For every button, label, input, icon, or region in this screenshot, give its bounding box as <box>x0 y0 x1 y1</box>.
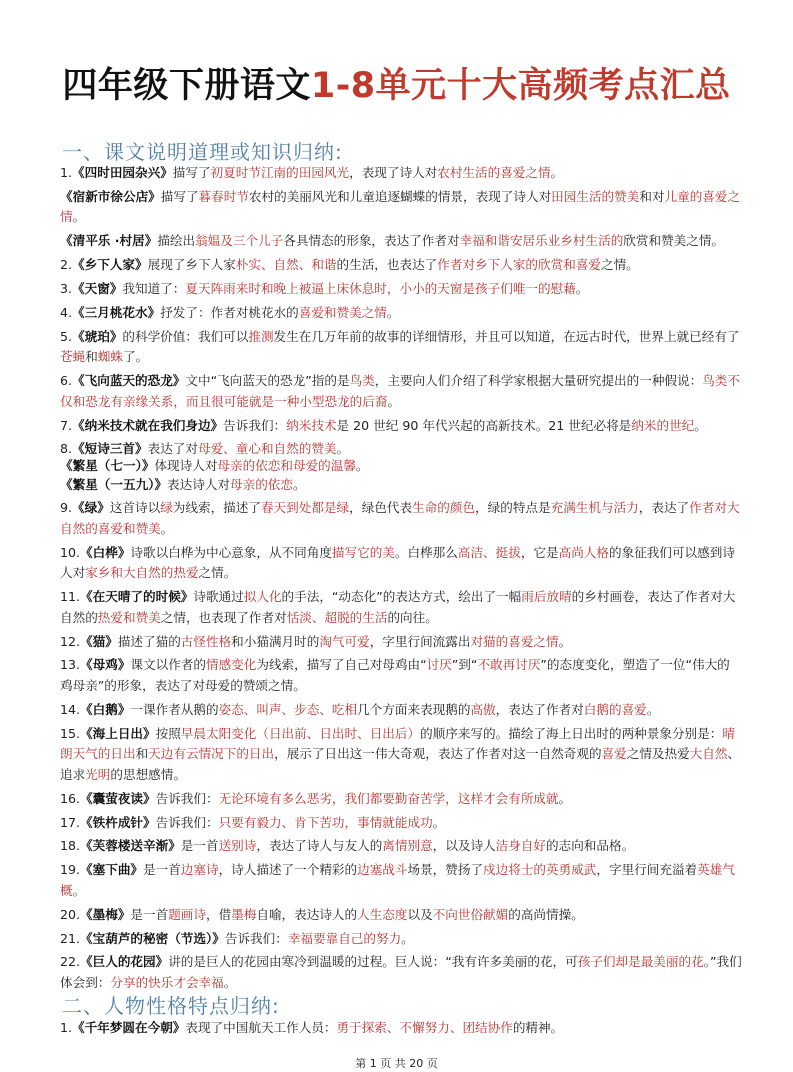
lesson-title: 《纳米技术就在我们身边》 <box>72 417 224 433</box>
body-text: 和小猫满月时的 <box>231 633 320 649</box>
body-text: 告诉我们： <box>224 930 288 946</box>
key-point-text: 洁身自好 <box>495 838 546 854</box>
body-text: 和对 <box>639 188 665 204</box>
key-point-text: 讨厌 <box>426 657 452 673</box>
body-text: 20. <box>60 906 81 922</box>
key-point-text: 苍蝇 <box>60 349 86 365</box>
body-text: 告诉我们： <box>223 417 287 433</box>
body-text: 之情。 <box>600 257 639 273</box>
key-point-text: 勇于探索、不懈努力、团结协作 <box>336 1020 513 1035</box>
key-point-text: 白鹅的喜爱 <box>583 701 647 717</box>
list-item <box>60 279 742 300</box>
list-item <box>60 498 742 539</box>
key-point-text: 情感变化 <box>205 657 257 673</box>
body-text: 的高尚情操。 <box>508 906 584 922</box>
key-point-text: 热爱和赞美 <box>97 609 161 625</box>
body-text: 。 <box>72 209 86 225</box>
body-text: 我知道了： <box>122 281 186 297</box>
body-text: 22. <box>60 954 81 970</box>
body-text: ，借 <box>205 906 232 922</box>
lesson-title: 《琥珀》 <box>72 328 123 344</box>
key-point-text: 只要有毅力、肯下苦功，事情就能成功 <box>218 814 433 830</box>
body-text: ，字里行间充溢着 <box>596 862 698 878</box>
key-point-text: 大自然 <box>689 746 728 762</box>
body-text: 的科学价值：我们可以 <box>122 328 249 344</box>
key-point-text: 送别诗 <box>218 838 257 854</box>
body-text: 是一首 <box>130 906 169 922</box>
body-text: 15. <box>60 725 81 741</box>
list-item <box>60 440 742 458</box>
body-text: 。 <box>386 304 400 320</box>
list-item <box>60 587 742 628</box>
key-point-text: 朴实、自然、和谐 <box>235 257 337 273</box>
list-item <box>60 813 742 834</box>
body-text: 的顺序来写的。描绘了海上日出时的两种景象分别是： <box>420 725 723 741</box>
body-text: 8. <box>60 440 73 456</box>
key-point-text: 儿童的喜爱之情 <box>60 188 741 225</box>
key-point-text: 蜘蛛 <box>97 349 123 365</box>
key-point-text: 母亲的依恋和母爱的温馨 <box>217 458 356 474</box>
body-text: 自喻，表达诗人的 <box>256 906 358 922</box>
key-point-text: 天边有云情况下的日出 <box>148 746 275 762</box>
lesson-title: 《天窗》 <box>72 281 123 297</box>
body-text: 2. <box>60 257 73 273</box>
list-item <box>60 475 742 496</box>
body-text: 。 <box>432 814 446 830</box>
key-point-text: 淘气可爱 <box>319 633 370 649</box>
body-text: 之情。 <box>198 565 237 581</box>
key-point-text: 拟人化 <box>243 589 282 605</box>
key-point-text: 暮春时节 <box>198 188 249 204</box>
lesson-title: 《猫》 <box>80 633 118 649</box>
body-text: 。 <box>292 476 306 492</box>
body-text: 的象征我们可以感到诗人对 <box>60 544 735 581</box>
body-text: ，表达了作者对 <box>495 701 584 717</box>
body-text: 。 <box>387 393 401 409</box>
key-point-text: 鸟类不仅和恐龙有亲缘关系，而且很可能就是一种小型恐龙的后裔 <box>60 373 740 409</box>
key-point-text: 母爱、童心和自然的赞美 <box>197 440 337 456</box>
body-text: 10. <box>60 544 81 560</box>
key-point-text: 光明 <box>85 766 111 782</box>
section-heading-2: 二、人物性格特点归纳: <box>62 994 280 1018</box>
lesson-title: 《海上日出》 <box>80 725 156 741</box>
lesson-title: 《铁杵成针》 <box>80 814 156 830</box>
lesson-title: 《墨梅》 <box>80 906 131 922</box>
body-text: 。 <box>646 701 660 717</box>
lesson-title: 《清平乐 ·村居》 <box>60 233 158 249</box>
key-point-text: 离情别意 <box>382 838 433 854</box>
knowledge-list <box>60 163 742 997</box>
page-title <box>0 58 793 108</box>
lesson-title: 《繁星（一五九）》 <box>60 476 168 492</box>
lesson-title: 《绿》 <box>72 500 110 516</box>
list-item <box>60 416 742 437</box>
body-text: 描写了 <box>160 188 199 204</box>
key-point-text: 不敢再讨厌 <box>477 657 541 673</box>
key-point-text: 作者对大自然的喜爱和赞美 <box>60 500 740 536</box>
body-text: 。 <box>223 974 237 990</box>
key-point-text: 纳米的世纪 <box>631 417 695 433</box>
key-point-text: 英雄气概 <box>60 862 735 898</box>
body-text: 了。 <box>122 349 149 365</box>
body-text: 课文以作者的 <box>130 657 206 673</box>
body-text: 。 <box>401 930 414 946</box>
key-point-text: 高洁、挺拔 <box>457 544 521 560</box>
list-item <box>60 905 742 926</box>
body-text: 4. <box>60 304 73 320</box>
title-red-part: 1-8单元十大高频考点汇总 <box>310 66 731 106</box>
body-text: 。”我们体会到： <box>60 954 742 990</box>
body-text: 。 <box>160 520 174 536</box>
key-point-text: 描写它的美 <box>331 544 395 560</box>
key-point-text: 边塞诗 <box>180 862 219 878</box>
body-text: ，诗人描述了一个精彩的 <box>218 862 358 878</box>
list-item <box>60 952 742 993</box>
list-item <box>60 724 742 786</box>
body-text: 这首诗以 <box>109 500 161 516</box>
list-item <box>60 163 742 184</box>
body-text: ，绿色代表 <box>349 500 413 516</box>
lesson-title: 《在天晴了的时候》 <box>80 589 194 605</box>
body-text: 。 <box>694 417 707 433</box>
key-point-text: 雨后放晴 <box>521 589 572 605</box>
body-text: 3. <box>60 281 73 297</box>
body-text: ，表达了诗人与友人的 <box>256 838 383 854</box>
body-text: 农村的美丽风光和儿童追逐蝴蝶的情景，表现了诗人对 <box>248 188 552 204</box>
body-text: 是一首 <box>143 862 181 878</box>
lesson-title: 《宿新市徐公店》 <box>60 188 161 204</box>
list-item <box>60 836 742 857</box>
list-item <box>60 632 742 653</box>
body-text: 展现了乡下人家 <box>147 257 236 273</box>
lesson-title: 《白桦》 <box>80 544 131 560</box>
list-item <box>60 543 742 584</box>
lesson-title: 《乡下人家》 <box>72 257 148 273</box>
body-text: 的生活，也表达了 <box>336 257 438 273</box>
body-text: 。 <box>550 165 564 180</box>
lesson-title: 《宝葫芦的秘密（节选）》 <box>80 930 225 946</box>
key-point-text: 边塞战斗 <box>357 862 408 878</box>
body-text: 之情及热爱 <box>626 746 690 762</box>
lesson-title: 《四时田园杂兴》 <box>72 165 173 180</box>
body-text: 和 <box>85 349 98 365</box>
body-text: 5. <box>60 328 73 344</box>
body-text: 各具情态的形象，表达了作者对 <box>283 233 460 249</box>
title-black-part: 四年级下册语文 <box>62 66 311 106</box>
key-point-text: 春天到处都是绿 <box>260 500 350 516</box>
lesson-title: 《囊萤夜读》 <box>80 790 156 806</box>
body-text: 告诉我们： <box>155 790 219 806</box>
list-item <box>60 789 742 810</box>
body-text: 。白桦那么 <box>394 544 458 560</box>
key-point-text: 墨梅 <box>231 906 257 922</box>
lesson-title: 《千年梦圆在今朝》 <box>72 1020 186 1035</box>
key-point-text: 不向世俗献媚 <box>432 906 509 922</box>
list-item <box>60 327 742 368</box>
body-text: 按照 <box>155 725 181 741</box>
lesson-title: 《芙蓉楼送辛渐》 <box>80 838 181 854</box>
key-point-text: 幸福要靠自己的努力 <box>287 930 402 946</box>
key-point-text: 姿态、叫声、步态、吃相 <box>218 701 358 717</box>
list-item <box>60 860 742 901</box>
key-point-text: 幸福和谐安居乐业乡村生活的 <box>459 233 624 249</box>
body-text: 体现诗人对 <box>154 458 218 474</box>
lesson-title: 《三月桃花水》 <box>72 304 161 320</box>
body-text: 14. <box>60 701 81 717</box>
section-heading-1: 一、课文说明道理或知识归纳: <box>62 140 343 164</box>
key-point-text: 恬淡、超脱的生活 <box>286 609 388 625</box>
body-text: 16. <box>60 790 81 806</box>
lesson-title: 《母鸡》 <box>80 657 131 673</box>
key-point-text: 高傲 <box>470 701 496 717</box>
key-point-text: 纳米技术 <box>286 417 337 433</box>
body-text: 发生在几万年前的故事的详细情形，并且可以知道，在远古时代，世界上就已经有了 <box>273 328 740 344</box>
body-text: 12. <box>60 633 81 649</box>
key-point-text: 初夏时节江南的田园风光 <box>210 165 350 180</box>
body-text: 告诉我们： <box>155 814 219 830</box>
body-text: 的志向和品格。 <box>546 838 635 854</box>
body-text: 1. <box>60 165 73 180</box>
body-text: 21. <box>60 930 81 946</box>
list-item <box>60 1018 742 1039</box>
key-point-text: 古怪性格 <box>180 633 232 649</box>
key-point-text: 喜爱 <box>601 746 627 762</box>
lesson-title: 《巨人的花园》 <box>80 954 169 970</box>
lesson-title: 《塞下曲》 <box>80 862 143 878</box>
body-text: ，绿的特点是 <box>475 500 551 516</box>
body-text: ，展示了日出这一伟大奇观，表达了作者对这一自然奇观的 <box>274 746 602 762</box>
body-text: 表现了中国航天工作人员： <box>185 1020 337 1035</box>
key-point-text: 农村生活的喜爱之情 <box>437 165 551 180</box>
body-text: 描述了猫的 <box>117 633 181 649</box>
body-text: 。 <box>336 440 350 456</box>
body-text: 描写了 <box>172 165 211 180</box>
body-text: 抒发了：作者对桃花水的 <box>160 304 299 320</box>
body-text: 、追求 <box>60 746 741 782</box>
list-item <box>60 303 742 324</box>
body-text: 13. <box>60 657 81 673</box>
body-text: 。 <box>575 281 589 297</box>
key-point-text: 夏天阵雨来时和晚上被逼上床休息时，小小的天窗是孩子们唯一的慰藉 <box>185 281 576 297</box>
body-text: 几个方面来表现鹅的 <box>357 701 471 717</box>
body-text: 11. <box>60 589 81 605</box>
list-item <box>60 371 742 412</box>
body-text: 的思想感情。 <box>110 766 186 782</box>
body-text: 1. <box>60 1020 73 1035</box>
key-point-text: 无论环境有多么恶劣，我们都要勤奋苦学，这样才会有所成就 <box>218 790 559 806</box>
key-point-text: 戍边将士的英勇威武 <box>483 862 597 878</box>
body-text: 诗歌以白桦为中心意象，从不同角度 <box>130 544 332 560</box>
body-text: 欣赏和赞美之情。 <box>623 233 725 249</box>
list-item <box>60 929 742 950</box>
body-text: 7. <box>60 417 73 433</box>
key-point-text: 翁媪及三个儿子 <box>195 233 284 249</box>
key-point-text: 田园生活的赞美 <box>551 188 640 204</box>
body-text: 17. <box>60 814 81 830</box>
key-point-text: 人生态度 <box>357 906 408 922</box>
body-text: 描绘出 <box>157 233 196 249</box>
key-point-text: 对猫的喜爱之情 <box>470 633 559 649</box>
body-text: 。 <box>355 458 369 474</box>
lesson-title: 《繁星（七一）》 <box>60 458 155 474</box>
body-text: 为线索，描写了自己对母鸡由“ <box>256 657 427 673</box>
body-text: 的乡村画卷，表达了作者对大自然的 <box>60 589 736 625</box>
body-text: 。 <box>558 633 572 649</box>
body-text: 诗歌通过 <box>193 589 244 605</box>
page-footer: 第 1 页 共 20 页 <box>355 1057 438 1070</box>
list-item <box>60 255 742 276</box>
body-text: ”的态度变化，塑造了一位“伟大的鸡母亲”的形象，表达了对母爱的赞颂之情。 <box>60 657 730 693</box>
body-text: ，主要向人们介绍了科学家根据大量研究提出的一种假说： <box>374 373 703 389</box>
key-point-text: 推测 <box>248 328 274 344</box>
list-item <box>60 231 742 252</box>
list-item <box>60 187 742 228</box>
body-text: ，它是 <box>520 544 559 560</box>
list-item <box>60 700 742 721</box>
body-text: 6. <box>60 373 73 389</box>
key-point-text: 分享的快乐才会幸福 <box>110 974 224 990</box>
body-text: ，表现了诗人对 <box>349 165 438 180</box>
body-text: 的手法，“动态化”的表达方式，绘出了一幅 <box>281 589 522 605</box>
body-text: 9. <box>60 500 73 516</box>
body-text: 是一首 <box>180 838 219 854</box>
key-point-text: 孩子们却是最美丽的花 <box>577 954 704 970</box>
body-text: 文中“飞向蓝天的恐龙”指的是 <box>185 373 350 389</box>
key-point-text: 喜爱和赞美之情 <box>298 304 387 320</box>
body-text: 表达诗人对 <box>167 476 231 492</box>
list-item <box>60 655 742 696</box>
key-point-text: 绿 <box>160 500 173 516</box>
body-text: 18. <box>60 838 81 854</box>
body-text: ，字里行间流露出 <box>369 633 471 649</box>
key-point-text: 作者对乡下人家的欣赏和喜爱 <box>437 257 601 273</box>
list-item <box>60 457 742 475</box>
body-text: 一课作者从鹅的 <box>130 701 219 717</box>
key-point-text: 鸟类 <box>349 373 375 389</box>
key-point-text: 母亲的依恋 <box>230 476 293 492</box>
body-text: 场景，赞扬了 <box>407 862 484 878</box>
body-text: 。 <box>72 882 86 898</box>
body-text: 为线索，描述了 <box>172 500 261 516</box>
body-text: ，以及诗人 <box>432 838 496 854</box>
lesson-title: 《短诗三首》 <box>72 440 148 456</box>
key-point-text: 早晨太阳变化（日出前、日出时、日出后） <box>180 725 421 741</box>
body-text: 和 <box>135 746 149 762</box>
lesson-title: 《飞向蓝天的恐龙》 <box>72 373 186 389</box>
body-text: 。 <box>558 790 572 806</box>
body-text: 的向往。 <box>387 609 438 625</box>
key-point-text: 家乡和大自然的热爱 <box>85 565 199 581</box>
body-text: ，表达了 <box>638 500 690 516</box>
body-text: 讲的是巨人的花园由寒冷到温暖的过程。巨人说：“我有许多美丽的花，可 <box>168 954 578 970</box>
lesson-title: 《白鹅》 <box>80 701 131 717</box>
body-text: 是 20 世纪 90 年代兴起的高新技术。21 世纪必将是 <box>336 417 632 433</box>
key-point-text: 高尚人格 <box>558 544 609 560</box>
body-text: 的精神。 <box>512 1020 564 1035</box>
body-text: 表达了对 <box>147 440 198 456</box>
key-point-text: 题画诗 <box>168 906 206 922</box>
character-list <box>60 1018 742 1042</box>
body-text: 之情，也表现了作者对 <box>160 609 287 625</box>
key-point-text: 晴朗天气的日出 <box>60 725 735 762</box>
key-point-text: 充满生机与活力 <box>550 500 639 516</box>
key-point-text: 生命的颜色 <box>412 500 476 516</box>
body-text: ”到“ <box>451 657 478 673</box>
body-text: 以及 <box>407 906 433 922</box>
body-text: 19. <box>60 862 81 878</box>
